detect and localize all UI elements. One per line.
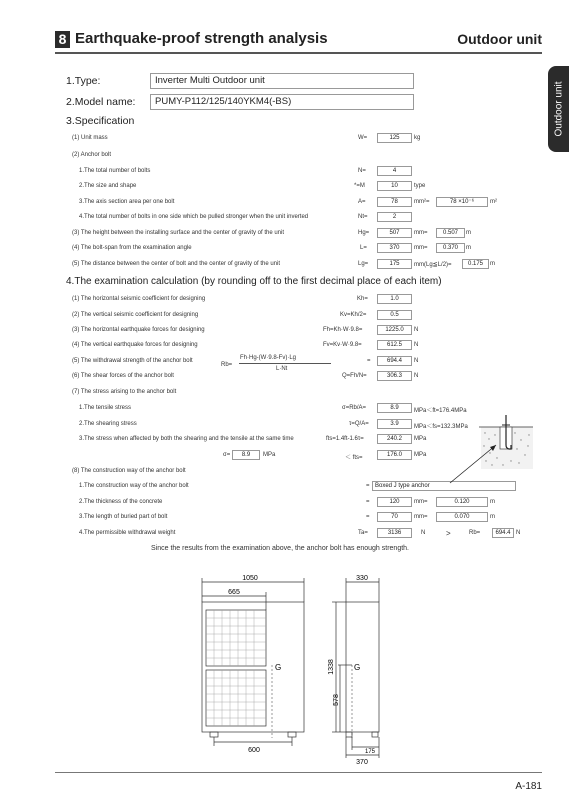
exam-symbol: Q=Fh/N=	[342, 373, 367, 379]
exam-value: 1.0	[377, 294, 412, 304]
spec-unit: mm=	[414, 245, 428, 251]
leader-arrow	[448, 440, 508, 485]
exam-symbol: Kv=Kh/2=	[340, 312, 367, 318]
chapter-label: Outdoor unit	[457, 31, 542, 47]
compare-sign: >	[446, 529, 451, 538]
exam-label: 3.The stress when affected by both the shearing and the tensile at the same time	[79, 436, 294, 442]
spec-value: 507	[377, 228, 412, 238]
exam-unit: N	[414, 342, 419, 348]
exam-value: 694.4	[377, 356, 412, 366]
spec-symbol: L=	[360, 245, 367, 251]
spec-unit: kg	[414, 135, 421, 141]
spec-value-converted: 0.507	[436, 228, 465, 238]
fts-value: 176.0	[377, 450, 412, 460]
construction-value: Boxed J type anchor	[372, 481, 516, 491]
exam-value: 8.9	[377, 403, 412, 413]
formula-numerator: Fh·Hg-(W·9.8-Fv)·Lg	[240, 355, 297, 361]
spec-label: (3) The height between the installing surface and the center of gravity of the unit	[72, 230, 285, 236]
dim-height: 1338	[328, 659, 335, 675]
side-tab-label: Outdoor unit	[553, 81, 564, 137]
sigma-unit: MPa	[263, 452, 276, 458]
construction-symbol: =	[366, 483, 370, 489]
construction-symbol: Ta=	[358, 530, 368, 536]
exam-label: (5) The withdrawal strength of the anchor bolt	[72, 358, 193, 364]
exam-unit: N	[414, 327, 419, 333]
exam-value: 3.9	[377, 419, 412, 429]
page-number: A-181	[515, 781, 542, 792]
spec-value: 175	[377, 259, 412, 269]
side-tab[interactable]	[548, 66, 569, 152]
exam-value: 1225.0	[377, 325, 412, 335]
exam-symbol: Fh=Kh·W·9.8=	[323, 327, 363, 333]
dim-base-depth: 370	[356, 759, 368, 766]
spec-label: 2.The size and shape	[79, 183, 137, 189]
formula-denominator: L·Nt	[276, 366, 288, 372]
exam-value: 306.3	[377, 371, 412, 381]
sigma-compare: ＜ fts=	[345, 455, 363, 461]
spec-label: 1.The total number of bolts	[79, 168, 151, 174]
exam-symbol: Fv=Kv·W·9.8=	[323, 342, 362, 348]
spec-unit: mm²=	[414, 199, 430, 205]
spec-unit: mm(Lg≦L/2)=	[414, 262, 452, 268]
exam-value: 612.5	[377, 340, 412, 350]
spec-label: 3.The axis section area per one bolt	[79, 199, 175, 205]
fts-unit: MPa	[414, 452, 427, 458]
spec-label: (4) The bolt-span from the examination angle	[72, 245, 192, 251]
cg-label-front: G	[275, 663, 282, 672]
exam-label: (3) The horizontal earthquake forces for designing	[72, 327, 205, 333]
construction-unit-converted: m	[490, 514, 495, 520]
spec-unit-converted: m	[466, 230, 471, 236]
section-number: 8	[55, 31, 70, 48]
sigma-value: 8.9	[232, 450, 260, 460]
dim-cg-height: 578	[333, 694, 340, 706]
construction-unit: N	[421, 530, 426, 536]
spec-symbol: Nt=	[358, 214, 368, 220]
exam-symbol: τ=Q/A=	[349, 421, 369, 427]
construction-value: 120	[377, 497, 412, 507]
spec-value: 2	[377, 212, 412, 222]
cg-label-side: G	[354, 663, 361, 672]
spec-value: 125	[377, 133, 412, 143]
construction-label: 2.The thickness of the concrete	[79, 499, 163, 505]
construction-symbol: =	[366, 499, 370, 505]
exam-label: (7) The stress arising to the anchor bolt	[72, 389, 177, 395]
exam-unit: MPa	[414, 436, 427, 442]
dim-fan-width: 665	[228, 589, 240, 596]
construction-label: (8) The construction way of the anchor bolt	[72, 468, 186, 474]
construction-value-converted: 0.070	[436, 512, 488, 522]
spec-unit-converted: m²	[490, 199, 497, 205]
exam-label: 2.The shearing stress	[79, 421, 137, 427]
type-value: Inverter Multi Outdoor unit	[150, 73, 414, 89]
construction-unit-converted: m	[490, 499, 495, 505]
dim-base-width: 600	[248, 747, 260, 754]
spec-value-converted	[436, 197, 488, 207]
exam-symbol: Kh=	[357, 296, 368, 302]
spec-exponent: ×10⁻⁶	[458, 199, 475, 205]
exam-label: (1) The horizontal seismic coefficient for designing	[72, 296, 206, 302]
construction-value-converted: 0.120	[436, 497, 488, 507]
exam-heading: 4.The examination calculation (by rounding off to the first decimal place of each item)	[66, 276, 442, 287]
spec-symbol: Hg=	[358, 230, 370, 236]
spec-value: 10	[377, 181, 412, 191]
exam-symbol: σ=Rb/A=	[342, 405, 367, 411]
exam-unit: N	[414, 358, 419, 364]
formula-bar	[239, 363, 331, 364]
construction-unit: mm=	[414, 514, 428, 520]
exam-label: (2) The vertical seismic coefficient for designing	[72, 312, 199, 318]
spec-symbol: Lg=	[358, 261, 369, 267]
exam-label: 1.The tensile stress	[79, 405, 132, 411]
conclusion-text: Since the results from the examination above, the anchor bolt has enough strength.	[151, 545, 409, 552]
spec-unit: mm=	[414, 230, 428, 236]
page-title: Earthquake-proof strength analysis	[75, 30, 328, 47]
spec-value-converted: 0.175	[462, 259, 489, 269]
construction-symbol: =	[366, 514, 370, 520]
exam-symbol: fts=1.4ft-1.6τ=	[326, 436, 364, 442]
spec-unit-converted: m	[466, 245, 471, 251]
spec-value: 4	[377, 166, 412, 176]
rb-value: 694.4	[492, 528, 514, 538]
exam-symbol: =	[367, 358, 371, 364]
spec-symbol: *=M	[354, 183, 365, 189]
construction-value: 3136	[377, 528, 412, 538]
dim-total-width: 1050	[242, 575, 258, 582]
formula-prefix: Rb=	[221, 362, 233, 368]
spec-value: 78	[377, 197, 412, 207]
spec-symbol: N=	[358, 168, 366, 174]
exam-value: 0.5	[377, 310, 412, 320]
spec-value-converted-num: 78	[449, 199, 457, 205]
model-label: 2.Model name:	[66, 96, 136, 108]
model-value: PUMY-P112/125/140YKM4(-BS)	[150, 94, 414, 110]
rb-symbol: Rb=	[469, 530, 481, 536]
spec-symbol: W=	[358, 135, 368, 141]
spec-value: 370	[377, 243, 412, 253]
construction-unit: mm=	[414, 499, 428, 505]
construction-value: 70	[377, 512, 412, 522]
exam-unit: MPa＜fs=132.3MPa	[414, 424, 468, 430]
header-rule	[55, 52, 542, 54]
sigma-symbol: σ=	[223, 452, 231, 458]
spec-heading: 3.Specification	[66, 115, 135, 127]
construction-label: 4.The permissible withdrawal weight	[79, 530, 176, 536]
spec-unit-converted: m	[490, 261, 495, 267]
exam-value: 240.2	[377, 434, 412, 444]
spec-label: (5) The distance between the center of bolt and the center of gravity of the unit	[72, 261, 281, 267]
exam-unit: N	[414, 373, 419, 379]
exam-unit: MPa＜ft=176.4MPa	[414, 408, 467, 414]
rb-unit: N	[516, 530, 521, 536]
outdoor-unit-drawing	[190, 570, 410, 770]
type-label: 1.Type:	[66, 75, 101, 87]
construction-label: 1.The construction way of the anchor bolt	[79, 483, 189, 489]
construction-label: 3.The length of buried part of bolt	[79, 514, 168, 520]
exam-label: (4) The vertical earthquake forces for designing	[72, 342, 198, 348]
spec-label: (1) Unit mass	[72, 135, 108, 141]
spec-label: (2) Anchor bolt	[72, 152, 112, 158]
footer-rule	[55, 772, 542, 773]
spec-label: 4.The total number of bolts in one side which be pulled stronger when the unit inverted	[79, 214, 309, 220]
exam-label: (6) The shear forces of the anchor bolt	[72, 373, 174, 379]
dim-cg-offset: 175	[364, 749, 376, 755]
spec-value-converted: 0.370	[436, 243, 465, 253]
spec-unit: type	[414, 183, 426, 189]
dim-depth: 330	[356, 575, 368, 582]
spec-symbol: A=	[358, 199, 366, 205]
